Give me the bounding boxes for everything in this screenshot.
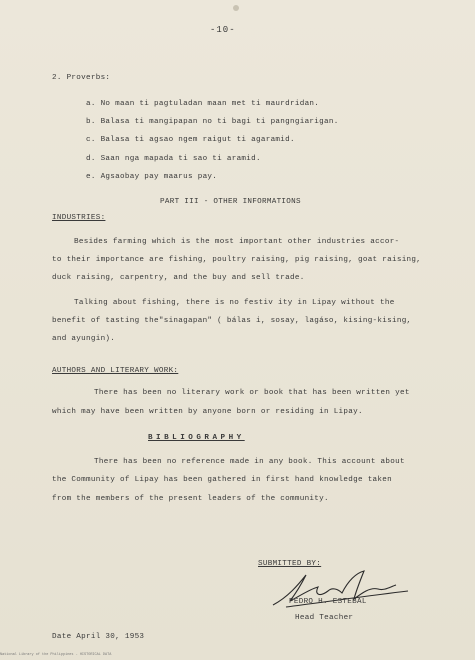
submitted-by-label: SUBMITTED BY: (258, 560, 322, 568)
section-title: PART III - OTHER INFORMATIONS (160, 198, 301, 206)
industries-heading: INDUSTRIES: (52, 214, 106, 222)
paragraph-line: duck raising, carpentry, and the buy and sell trade. (52, 274, 305, 282)
bibliography-heading: BIBLIOGRAPHY (148, 434, 245, 442)
paragraph-line: which may have been written by anyone born or residing in Lipay. (52, 408, 363, 416)
signatory-name: PEDRO H. ESTEBAL (289, 598, 367, 606)
page-number: -10- (210, 25, 236, 35)
paragraph-line: the Community of Lipay has been gathered in first hand knowledge taken (52, 476, 392, 484)
authors-heading: AUTHORS AND LITERARY WORK: (52, 367, 179, 375)
proverb-item: d. Saan nga mapada ti sao ti aramid. (86, 155, 261, 163)
footer-text: National Library of the Philippines - HISTORICAL DATA (0, 653, 112, 657)
paragraph-line: Talking about fishing, there is no festiv ity in Lipay without the (74, 299, 395, 307)
paragraph-line: benefit of tasting the"sinagapan" ( bálas i, sosay, lagáso, kising-kising, (52, 317, 412, 325)
punch-hole (233, 5, 239, 11)
paragraph-line: There has been no reference made in any book. This account about (94, 458, 405, 466)
paragraph-line: and ayungin). (52, 335, 116, 343)
paragraph-line: to their importance are fishing, poultry raising, pig raising, goat raising, (52, 256, 422, 264)
proverb-item: a. No maan ti pagtuladan maan met ti maurdridan. (86, 100, 320, 108)
proverbs-heading: 2. Proverbs: (52, 74, 111, 82)
paragraph-line: from the members of the present leaders of the community. (52, 495, 329, 503)
proverb-item: c. Balasa ti agsao ngem raigut ti agaramid. (86, 136, 295, 144)
paragraph-line: Besides farming which is the most important other industries accor- (74, 238, 400, 246)
proverb-item: b. Balasa ti mangipapan no ti bagi ti pangngiarigan. (86, 118, 339, 126)
proverb-item: e. Agsaobay pay maarus pay. (86, 173, 218, 181)
signatory-title: Head Teacher (295, 614, 354, 622)
paragraph-line: There has been no literary work or book that has been written yet (94, 389, 410, 397)
document-date: Date April 30, 1953 (52, 633, 145, 641)
